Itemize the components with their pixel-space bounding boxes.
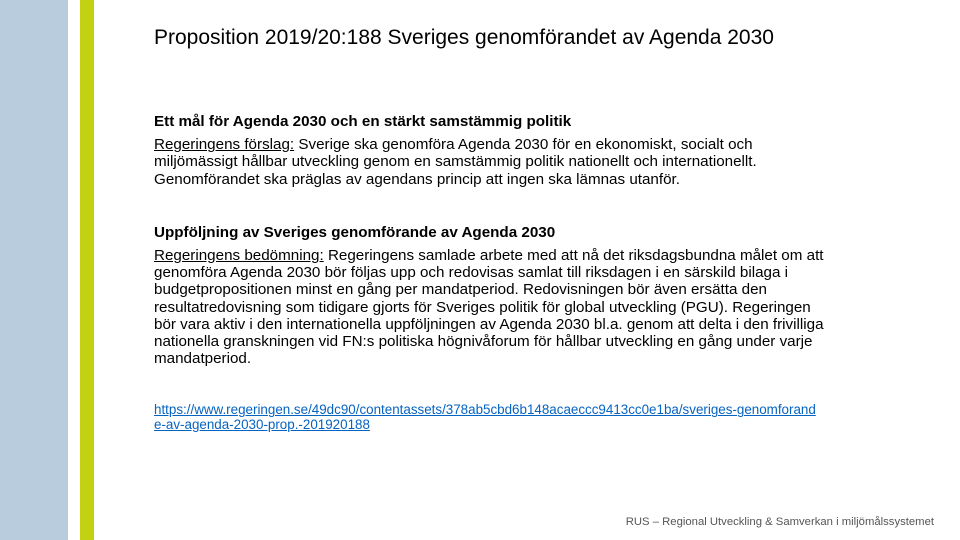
section-heading: Uppföljning av Sveriges genomförande av Agenda 2030 (154, 223, 556, 241)
decorative-blue-bar (0, 0, 68, 540)
paragraph-lead: Regeringens bedömning: (154, 247, 324, 265)
paragraph-lead: Regeringens förslag: (154, 136, 295, 154)
slide-title: Proposition 2019/20:188 Sveriges genomförandet av Agenda 2030 (154, 26, 774, 49)
section-paragraph (154, 247, 834, 367)
paragraph-text: Sverige ska genomföra Agenda 2030 för en ekonomiskt, socialt och miljömässigt hållbar utveckling genom en samstämmig politik nationellt och internationellt. Genomförandet ska präglas av agendans princip att ingen ska lämnas utanför. (154, 136, 757, 188)
decorative-green-bar (80, 0, 94, 540)
slide-content (154, 113, 834, 432)
section-follow-up (154, 224, 834, 368)
paragraph-text: Regeringens samlade arbete med att nå det riksdagsbundna målet om att genomföra Agenda 2030 bör följas upp och redovisas samlat till riksdagen i en särskild bilaga i budgetpropositionen minst en gång per mandatperiod. Redovisningen bör även ersätta den resultatredovisning som tidigare gjorts för Sveriges politik för global utveckling (PGU). Regeringen bör vara aktiv i den internationella uppföljningen av Agenda 2030 bl.a. genom att delta i den frivilliga nationella granskningen vid FN:s politiska högnivåforum för hållbar utveckling en gång under varje mandatperiod. (154, 247, 824, 368)
section-heading: Ett mål för Agenda 2030 och en stärkt samstämmig politik (154, 113, 572, 130)
footer-text: RUS – Regional Utveckling & Samverkan i miljömålssystemet (625, 516, 934, 528)
section-paragraph (154, 136, 834, 188)
section-agenda-goal (154, 113, 834, 188)
source-link[interactable]: https://www.regeringen.se/49dc90/contentassets/378ab5cbd6b148acaeccc9413cc0e1ba/sveriges-genomforande-av-agenda-2030-prop.-201920188 (154, 402, 816, 432)
